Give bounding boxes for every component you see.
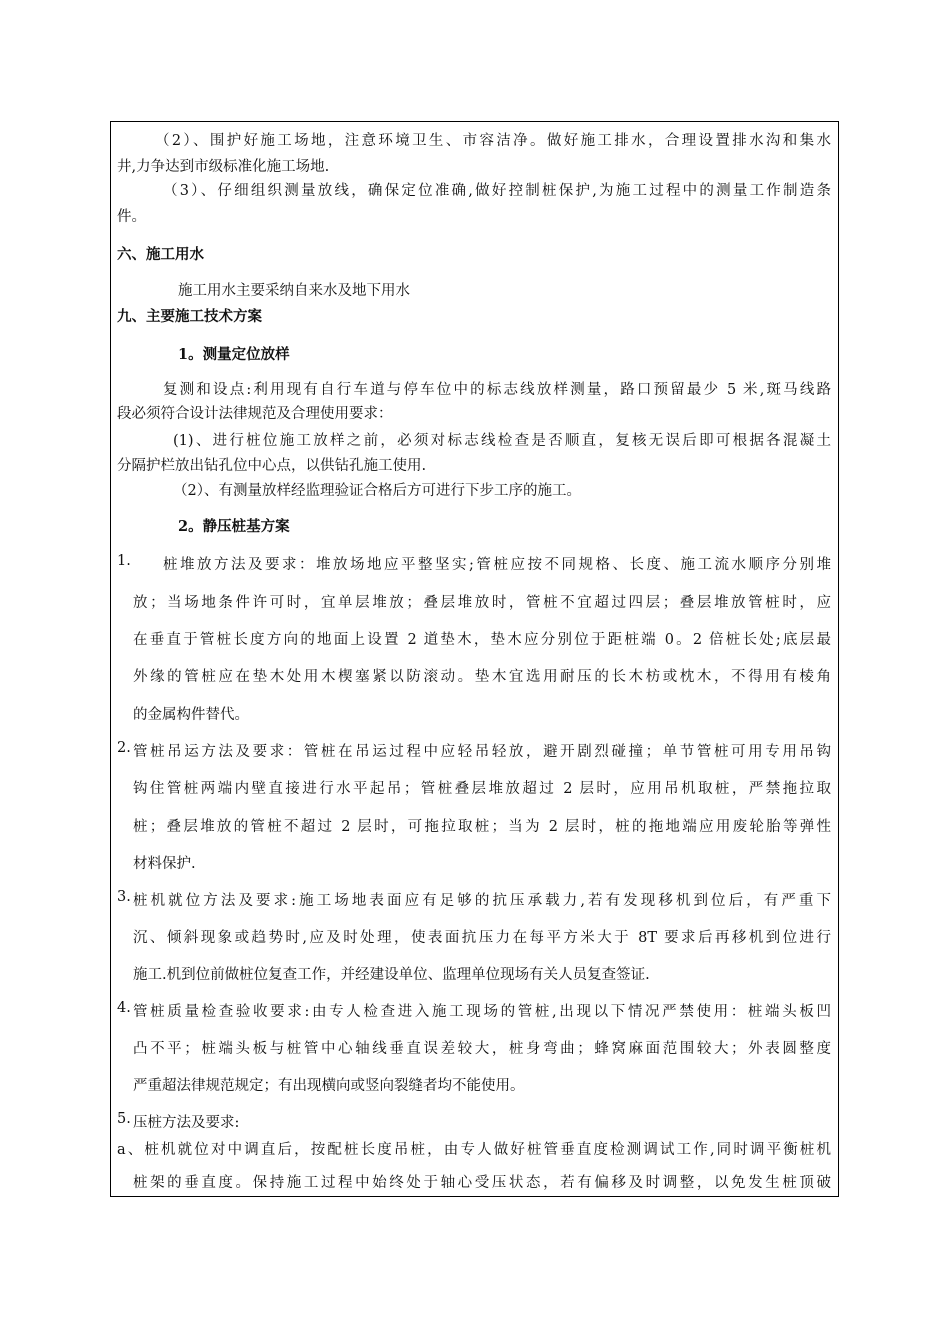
list-line: a、桩机就位对中调直后，按配桩长度吊桩，由专人做好桩管垂直度检测调试工作,同时调平衡桩机 bbox=[117, 1142, 831, 1158]
paragraph-line: 段必须符合设计法律规范及合理使用要求： bbox=[117, 406, 393, 422]
list-line: 材料保护. bbox=[133, 856, 196, 872]
list-line: 施工.机到位前做桩位复查工作，并经建设单位、监理单位现场有关人员复查签证. bbox=[133, 967, 650, 983]
list-number: 5. bbox=[117, 1111, 131, 1127]
list-line: 外缘的管桩应在垫木处用木楔塞紧以防滚动。垫木宜选用耐压的长木枋或枕木，不得用有棱角 bbox=[133, 669, 831, 685]
list-number: 3. bbox=[117, 889, 131, 905]
list-number: 4. bbox=[117, 1000, 131, 1016]
list-line: 在垂直于管桩长度方向的地面上设置 2 道垫木，垫木应分别位于距桩端 0。2 倍桩长处;底层最 bbox=[133, 632, 831, 648]
list-line: 的金属构件替代。 bbox=[133, 707, 249, 723]
list-line: 桩机就位方法及要求:施工场地表面应有足够的抗压承载力,若有发现移机到位后，有严重下 bbox=[133, 893, 831, 909]
paragraph-line: (1)、进行桩位施工放样之前，必须对标志线检查是否顺直，复核无误后即可根据各混凝土 bbox=[173, 433, 831, 449]
list-line: 放；当场地条件许可时，宜单层堆放；叠层堆放时，管桩不宜超过四层；叠层堆放管桩时，应 bbox=[133, 595, 831, 611]
paragraph-line: 复测和设点:利用现有自行车道与停车位中的标志线放样测量，路口预留最少 5 米,斑马线路 bbox=[163, 382, 831, 398]
list-line: 桩架的垂直度。保持施工过程中始终处于轴心受压状态，若有偏移及时调整，以免发生桩顶破 bbox=[133, 1175, 831, 1191]
list-line: 压桩方法及要求: bbox=[133, 1115, 240, 1131]
subsection-heading: 2。静压桩基方案 bbox=[178, 518, 290, 535]
list-line: 管桩质量检查验收要求:由专人检查进入施工现场的管桩,出现以下情况严禁使用：桩端头板凹 bbox=[133, 1004, 831, 1020]
list-line: 严重超法律规范规定；有出现横向或竖向裂缝者均不能使用。 bbox=[133, 1078, 525, 1094]
list-line: 管桩吊运方法及要求：管桩在吊运过程中应轻吊轻放，避开剧烈碰撞；单节管桩可用专用吊钩 bbox=[133, 744, 831, 760]
subsection-heading: 1。测量定位放样 bbox=[178, 346, 290, 363]
list-line: 凸不平；桩端头板与桩管中心轴线垂直误差较大，桩身弯曲；蜂窝麻面范围较大；外表圆整度 bbox=[133, 1041, 831, 1057]
list-line: 桩堆放方法及要求：堆放场地应平整坚实;管桩应按不同规格、长度、施工流水顺序分别堆 bbox=[163, 557, 831, 573]
paragraph-line: 件。 bbox=[117, 209, 146, 225]
list-line: 钩住管桩两端内壁直接进行水平起吊；管桩叠层堆放超过 2 层时，应用吊机取桩，严禁拖拉取 bbox=[133, 781, 831, 797]
list-number: 2. bbox=[117, 740, 131, 756]
paragraph-line: （2）、有测量放样经监理验证合格后方可进行下步工序的施工。 bbox=[173, 483, 581, 499]
section-heading: 六、施工用水 bbox=[117, 246, 204, 263]
section-heading: 九、主要施工技术方案 bbox=[117, 308, 262, 325]
list-number: 1. bbox=[117, 553, 131, 569]
paragraph-line: （2）、围护好施工场地，注意环境卫生、市容洁净。做好施工排水，合理设置排水沟和集水 bbox=[155, 133, 831, 149]
paragraph-line: 分隔护栏放出钻孔位中心点，以供钻孔施工使用. bbox=[117, 458, 427, 474]
list-line: 桩；叠层堆放的管桩不超过 2 层时，可拖拉取桩；当为 2 层时，桩的拖地端应用废轮胎等弹性 bbox=[133, 819, 831, 835]
paragraph-line: （3）、仔细组织测量放线，确保定位准确,做好控制桩保护,为施工过程中的测量工作制造条 bbox=[163, 183, 831, 199]
list-line: 沉、倾斜现象或趋势时,应及时处理，使表面抗压力在每平方米大于 8T 要求后再移机到位进行 bbox=[133, 930, 831, 946]
document-frame bbox=[110, 121, 839, 1197]
paragraph-line: 施工用水主要采纳自来水及地下用水 bbox=[178, 283, 410, 299]
paragraph-line: 井,力争达到市级标准化施工场地. bbox=[117, 159, 330, 175]
